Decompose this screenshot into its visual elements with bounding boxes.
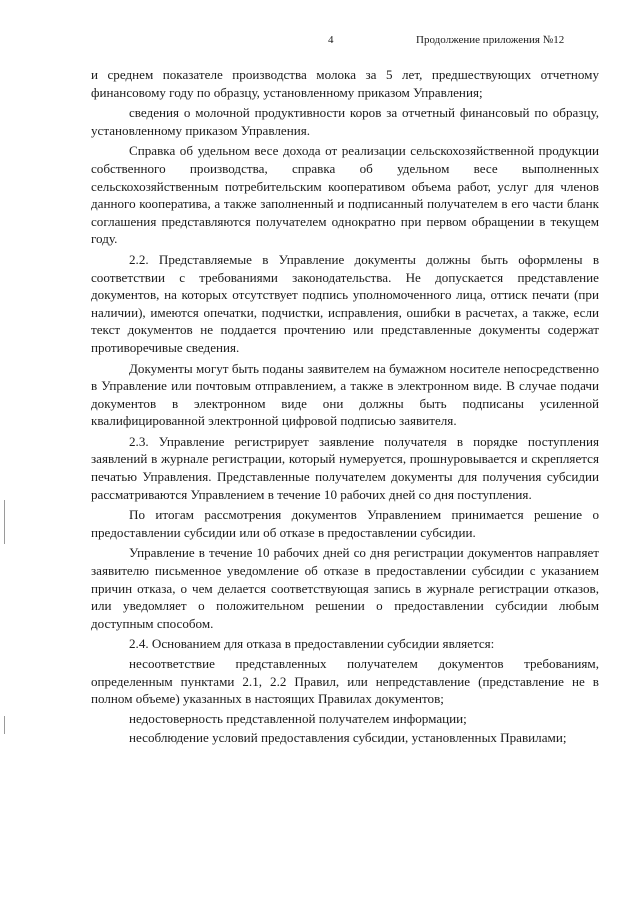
paragraph-section-2-3: 2.3. Управление регистрирует заявление получателя в порядке поступления заявлений в журнале регистрации, который нумеруется, прошнуровывается и скрепляется печатью Управления. Представленные получателем документы для получения субсидии рассматриваются Управлением в течение 10 рабочих дней со дня поступления. <box>91 433 599 502</box>
document-body <box>91 66 599 749</box>
scan-edge-mark <box>4 500 5 544</box>
list-item-noncompliance: несоответствие представленных получателем документов требованиям, определенным пунктами 2.1, 2.2 Правил, или непредставление (представление не в полном объеме) указанных в настоящих Правилах документов; <box>91 656 599 707</box>
paragraph-milk-productivity: сведения о молочной продуктивности коров за отчетный финансовый по образцу, установленному приказом Управления. <box>91 105 599 138</box>
paragraph-section-2-4: 2.4. Основанием для отказа в предоставлении субсидии является: <box>129 636 495 652</box>
list-item-conditions-not-met: несоблюдение условий предоставления субсидии, установленных Правилами; <box>129 730 567 746</box>
scan-edge-mark <box>4 716 5 734</box>
paragraph-milk-production: и среднем показателе производства молока за 5 лет, предшествующих отчетному финансовому году по образцу, установленному приказом Управления; <box>91 67 599 100</box>
paragraph-income-share-certificate: Справка об удельном весе дохода от реализации сельскохозяйственной продукции собственного производства, справка об удельном весе выполненных сельскохозяйственным потребительским кооперативом объема работ, услуг для членов данного кооператива, а также заполненный и подписанный получателем в его части бланк соглашения представляются получателем однократно при первом обращении в текущем году. <box>91 143 599 247</box>
list-item-unreliable-info: недостоверность представленной получателем информации; <box>129 710 467 726</box>
paragraph-decision: По итогам рассмотрения документов Управлением принимается решение о предоставлении субсидии или об отказе в предоставлении субсидии. <box>91 507 599 540</box>
paragraph-submission-methods: Документы могут быть поданы заявителем на бумажном носителе непосредственно в Управление или почтовым отправлением, а также в электронном виде. В случае подачи документов в электронном виде они должны быть подписаны усиленной квалифицированной электронной цифровой подписью заявителя. <box>91 360 599 429</box>
paragraph-notification: Управление в течение 10 рабочих дней со дня регистрации документов направляет заявителю письменное уведомление об отказе в предоставлении субсидии с указанием причин отказа, о чем делается соответствующая запись в журнале регистрации отказов, или уведомляет о положительном решении о предоставлении субсидии любым доступным способом. <box>91 545 599 631</box>
appendix-continuation-title: Продолжение приложения №12 <box>416 34 565 46</box>
page-number: 4 <box>328 34 334 46</box>
paragraph-section-2-2: 2.2. Представляемые в Управление документы должны быть оформлены в соответствии с требованиями законодательства. Не допускается представление документов, на которых отсутствует подпись уполномоченного лица, оттиск печати (при наличии), имеются опечатки, подчистки, исправления, ошибки в расчетах, а также, если текст документов не поддается прочтению или представленные документы содержат противоречивые сведения. <box>91 251 599 355</box>
